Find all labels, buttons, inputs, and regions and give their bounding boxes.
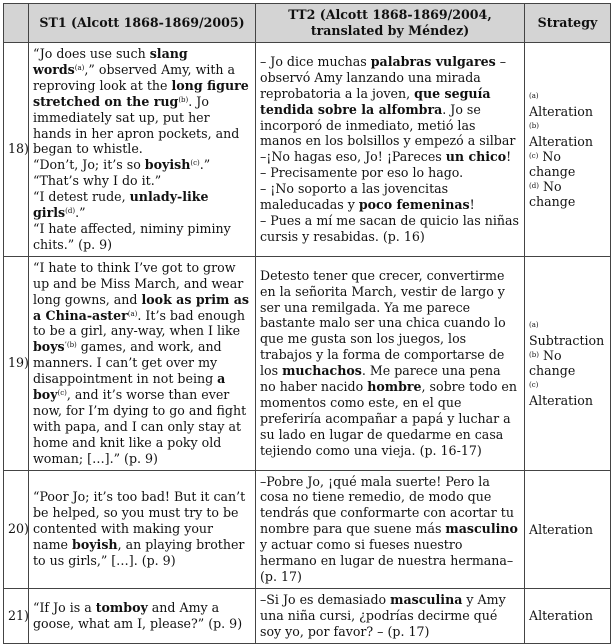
bold-term: unlady-like girls: [33, 189, 209, 221]
strategy-cell: [525, 470, 611, 588]
strategy-item: [529, 89, 606, 119]
text-segment: games, and work, and manners. I can’t get over my disappointment in not being: [33, 339, 222, 387]
target-text-cell: [256, 470, 525, 588]
strategy-item: [529, 179, 606, 209]
text-segment: “Poor Jo; it’s too bad! But it can’t be helped, so you must try to be contented with making your name: [33, 489, 246, 553]
text-segment: “I hate to think I’ve got to grow up and be Miss March, and wear long gowns, and: [33, 259, 244, 307]
footnote-marker: (d): [529, 182, 539, 191]
paragraph: [33, 189, 251, 221]
text-segment: . It’s bad enough to be a girl, any-way, when I like: [33, 307, 245, 339]
strategy-cell: [525, 588, 611, 643]
strategy-cell: [525, 43, 611, 257]
text-segment: –Pobre Jo, ¡qué mala suerte! Pero la cosa no tiene remedio, de modo que tendrás que conformarte con acortar tu nombre para que suene más: [260, 473, 514, 537]
footnote-marker: (a): [529, 92, 539, 101]
target-text-cell: [256, 43, 525, 257]
bold-term: masculino: [445, 521, 518, 537]
strategy-item: [529, 522, 606, 537]
target-text-cell: [256, 256, 525, 470]
text-segment: , an playing brother to us girls,” […]. (p. 9): [33, 537, 245, 569]
paragraph: [33, 489, 251, 569]
paragraph: [260, 54, 520, 165]
paragraph: [33, 221, 251, 253]
text-segment: y actuar como si fueses nuestro hermano en lugar de nuestra hermana– (p. 17): [260, 537, 514, 584]
bold-term: tomboy: [95, 599, 148, 615]
paragraph: [33, 46, 251, 157]
paragraph: [260, 474, 520, 585]
bold-term: boyish: [144, 157, 191, 173]
header-row: [4, 4, 611, 43]
text-segment: – Jo dice muchas: [260, 53, 371, 69]
paragraph: [33, 173, 251, 189]
footnote-marker: (b): [529, 122, 539, 131]
strategy-item: [529, 348, 606, 378]
text-segment: –Si Jo es demasiado: [260, 591, 391, 607]
text-segment: “I detest rude,: [33, 189, 130, 205]
footnote-marker: (c): [529, 152, 539, 161]
table-row: [4, 588, 611, 643]
text-segment: “That’s why I do it.”: [33, 173, 162, 189]
paragraph: [260, 181, 520, 213]
table-body: [4, 43, 611, 644]
source-text-cell: [29, 470, 256, 588]
text-segment: !: [506, 149, 512, 165]
footnote-marker: (c): [57, 389, 67, 398]
bold-term: masculina: [390, 591, 463, 607]
text-segment: . Jo immediately sat up, put her hands in her apron pockets, and began to whistle.: [33, 93, 240, 157]
text-segment: – Pues a mí me sacan de quicio las niñas cursis y resabidas. (p. 16): [260, 213, 519, 244]
bold-term: un chico: [445, 149, 507, 165]
source-text-cell: [29, 256, 256, 470]
target-text-cell: [256, 588, 525, 643]
text-segment: and Amy a goose, what am I, please?” (p. 9): [33, 599, 243, 631]
bold-term: poco femeninas: [358, 197, 470, 213]
text-segment: , and it’s worse than ever now, for I’m dying to go and fight with papa, and I can only stay at home and knit like a poky old woman; […].” (p. 9): [33, 387, 247, 466]
text-segment: , sobre todo en momentos como este, en el que preferiría acompañar a papá y luchar a su lado en lugar de quedarme en casa tejiendo como una vieja. (p. 16-17): [260, 379, 517, 458]
bold-term: slang words: [33, 46, 188, 77]
strategy-label: Alteration: [529, 521, 593, 537]
strategy-label: Alteration: [529, 393, 593, 409]
strategy-label: No change: [529, 348, 576, 379]
text-segment: .”: [75, 205, 86, 221]
strategy-item: [529, 318, 606, 348]
paragraph: [33, 157, 251, 173]
bold-term: boys: [33, 339, 65, 355]
footnote-marker: (a): [127, 309, 138, 318]
strategy-item: [529, 119, 606, 149]
text-segment: Detesto tener que crecer, convertirme en la señorita March, vestir de largo y ser una remilgada. Ya me parece bastante malo ser una chica cuando lo que me gusta son los juegos, los trabajos y la forma de comportarse de los: [260, 267, 506, 379]
text-segment: “Don’t, Jo; it’s so: [33, 157, 145, 173]
text-segment: “I hate affected, niminy piminy chits.” (p. 9): [33, 220, 231, 252]
paragraph: [260, 592, 520, 640]
text-segment: .”: [199, 157, 211, 173]
paragraph: [260, 213, 520, 245]
strategy-label: No change: [529, 149, 576, 180]
footnote-marker: (a): [74, 63, 85, 72]
strategy-item: [529, 608, 606, 623]
strategy-item: [529, 378, 606, 408]
paragraph: [33, 600, 251, 632]
header-tt2: TT2 (Alcott 1868-1869/2004, translated by Méndez): [256, 4, 525, 43]
source-text-cell: [29, 43, 256, 257]
strategy-label: Alteration: [529, 134, 593, 150]
row-number: 21): [4, 588, 29, 643]
table-row: [4, 256, 611, 470]
source-text-cell: [29, 588, 256, 643]
footnote-marker: (d): [65, 207, 76, 216]
text-segment: . Me parece una pena no haber nacido: [260, 363, 501, 395]
footnote-marker: (a): [529, 321, 539, 330]
strategy-item: [529, 149, 606, 179]
comparison-table: [3, 3, 611, 644]
paragraph: [260, 165, 520, 181]
bold-term: look as prim as a China-aster: [33, 291, 249, 323]
footnote-marker: (c): [529, 381, 539, 390]
bold-term: muchachos: [282, 363, 362, 379]
table-row: [4, 43, 611, 257]
bold-term: long figure stretched on the rug: [33, 77, 249, 109]
text-segment: ,” observed Amy, with a reproving look at the: [33, 61, 236, 93]
table-row: [4, 470, 611, 588]
text-segment: y Amy una niña cursi, ¿podrías decirme qué soy yo, por favor? – (p. 17): [260, 591, 506, 639]
bold-term: boyish: [72, 537, 118, 553]
text-segment: “Jo does use such: [33, 46, 150, 61]
row-number: 19): [4, 256, 29, 470]
bold-term: palabras vulgares: [370, 53, 496, 69]
row-number: 18): [4, 43, 29, 257]
bold-term: hombre: [367, 379, 422, 395]
header-number: [4, 4, 29, 43]
footnote-marker: (b): [529, 351, 539, 360]
row-number: 20): [4, 470, 29, 588]
header-strategy: Strategy: [525, 4, 611, 43]
header-st1: ST1 (Alcott 1868-1869/2005): [29, 4, 256, 43]
text-segment: !: [469, 197, 475, 213]
footnote-marker: (c): [190, 159, 200, 168]
text-segment: – Precisamente por eso lo hago.: [260, 165, 464, 181]
bold-term: que seguía tendida sobre la alfombra: [260, 85, 491, 117]
strategy-cell: [525, 256, 611, 470]
paragraph: [260, 268, 520, 459]
text-segment: – ¡No soporto a las jovencitas maleducadas y: [260, 181, 449, 213]
footnote-marker: (b): [178, 95, 189, 104]
paragraph: [33, 260, 251, 467]
footnote-marker: ’(b): [64, 341, 77, 350]
strategy-label: Alteration: [529, 608, 593, 624]
bold-term: a boy: [33, 371, 226, 403]
text-segment: “If Jo is a: [33, 599, 96, 615]
text-segment: . Jo se incorporó de inmediato, metió las manos en los bolsillos y empezó a silbar –¡No hagas eso, Jo! ¡Pareces: [260, 101, 516, 165]
strategy-label: Alteration: [529, 104, 593, 120]
strategy-label: No change: [529, 179, 576, 210]
text-segment: –observó Amy lanzando una mirada reprobatoria a la joven,: [260, 53, 506, 101]
strategy-label: Subtraction: [529, 333, 605, 349]
